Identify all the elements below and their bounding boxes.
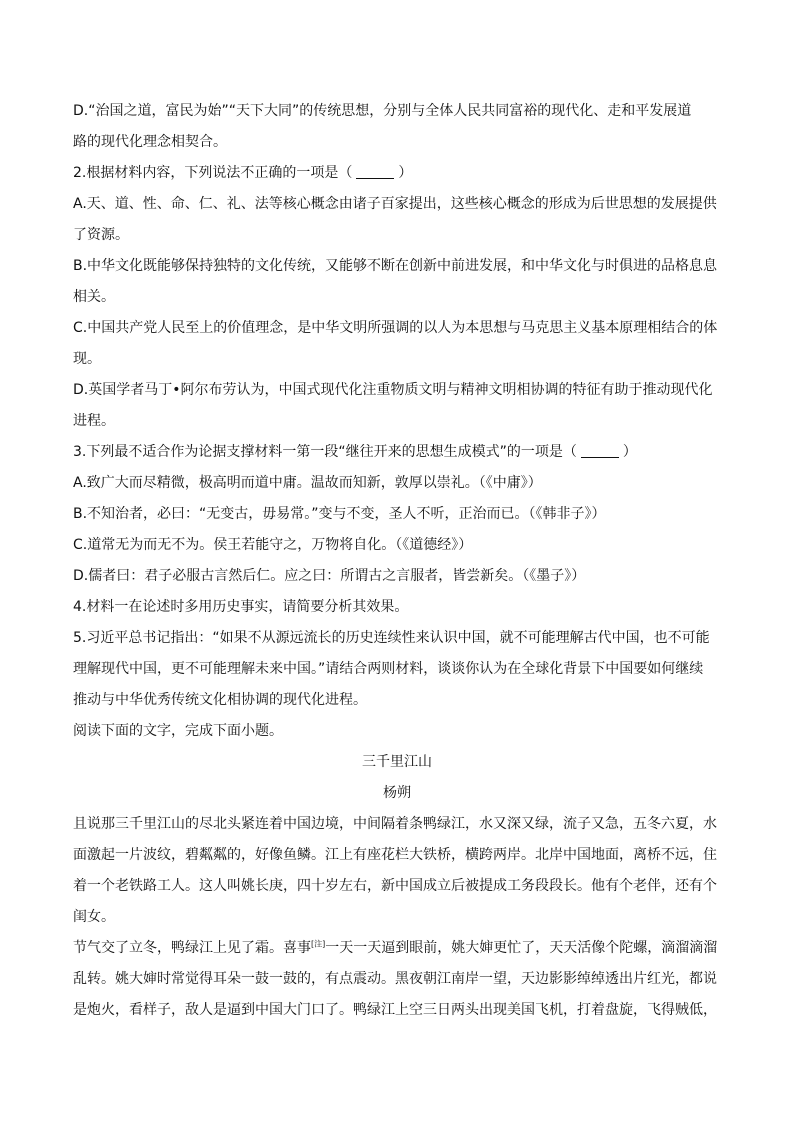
q2-stem (73, 158, 721, 189)
footnote-marker[interactable]: [注] (311, 939, 326, 949)
answer-blank[interactable] (581, 443, 619, 458)
q5-stem-line: 推动与中华优秀传统文化相协调的现代化进程。 (73, 692, 367, 708)
article-paragraph-line: 是炮火，看样子，敌人是逼到中国大门口了。鸭绿江上空三日两头出现美国飞机，打着盘旋，飞得贼低， (73, 1002, 717, 1018)
q2-option-line: 相关。 (73, 289, 115, 305)
article-paragraph-line: 且说那三千里江山的尽北头紧连着中国边境，中间隔着条鸭绿江，水又深又绿，流子又急，五冬六夏，水 (73, 816, 717, 832)
q5-stem-line: 理解现代中国，更不可能理解未来中国。”请结合两则材料，谈谈你认为在全球化背景下中国要如何继续 (73, 661, 704, 677)
q2-option-line: 进程。 (73, 413, 115, 429)
q2-option-line: B.中华文化既能够保持独特的文化传统，又能够不断在创新中前进发展，和中华文化与时俱进的品格息息 (73, 258, 718, 274)
article-paragraph-line: 着一个老铁路工人。这人叫姚长庚，四十岁左右，新中国成立后被提成工务段段长。他有个老伴，还有个 (73, 878, 717, 894)
q2-option-line: C.中国共产党人民至上的价值理念，是中华文明所强调的以人为本思想与马克思主义基本原理相结合的体 (73, 320, 718, 336)
q3-stem-close: ） (622, 444, 637, 460)
q3-stem-text: 3.下列最不适合作为论据支撑材料一第一段“继往开来的思想生成模式”的一项是（ (73, 444, 577, 460)
article-paragraph-line: 面激起一片波纹，碧粼粼的，好像鱼鳞。江上有座花栏大铁桥，横跨两岸。北岸中国地面，离桥不远，住 (73, 847, 717, 863)
q1-option-d-line: 路的现代化理念相契合。 (73, 134, 227, 150)
article-paragraph-line: 闺女。 (73, 909, 115, 925)
paragraph-text: 一天一天逼到眼前，姚大婶更忙了，天天活像个陀螺，滴溜滴溜 (325, 940, 718, 956)
q2-option-line: D.英国学者马丁•阿尔布劳认为，中国式现代化注重物质文明与精神文明相协调的特征有助于推动现代化 (73, 382, 713, 398)
q3-stem (73, 437, 721, 468)
q4-stem: 4.材料一在论述时多用历史事实，请简要分析其效果。 (73, 599, 409, 615)
q3-option-line: C.道常无为而无不为。侯王若能守之，万物将自化。（《道德经》） (73, 537, 473, 553)
q3-option-line: D.儒者曰：君子必服古言然后仁。应之曰：所谓古之言服者，皆尝新矣。（《墨子》） (73, 568, 586, 584)
q5-stem-line: 5.习近平总书记指出：“如果不从源远流长的历史连续性来认识中国，就不可能理解古代中国，也不可能 (73, 630, 710, 646)
q2-option-line: A.天、道、性、命、仁、礼、法等核心概念由诸子百家提出，这些核心概念的形成为后世思想的发展提供 (73, 196, 717, 212)
answer-blank[interactable] (356, 164, 394, 179)
q2-stem-close: ） (398, 165, 413, 181)
document-page (73, 96, 721, 1026)
article-paragraph-line: 乱转。姚大婶时常觉得耳朵一鼓一鼓的，有点震动。黑夜朝江南岸一望，天边影影绰绰透出片红光，都说 (73, 971, 717, 987)
q3-option-line: A.致广大而尽精微，极高明而道中庸。温故而知新，敦厚以崇礼。（《中庸》） (73, 475, 542, 491)
reading-instruction: 阅读下面的文字，完成下面小题。 (73, 723, 283, 739)
article-author: 杨朔 (383, 785, 411, 801)
q1-option-d-line: D.“治国之道，富民为始”“天下大同”的传统思想，分别与全体人民共同富裕的现代化、走和平发展道 (73, 103, 692, 119)
q2-option-line: 现。 (73, 351, 101, 367)
q2-option-line: 了资源。 (73, 227, 129, 243)
paragraph-text: 节气交了立冬，鸭绿江上见了霜。喜事 (73, 940, 311, 956)
q2-stem-text: 2.根据材料内容，下列说法不正确的一项是（ (73, 165, 353, 181)
article-title: 三千里江山 (362, 754, 432, 770)
q3-option-line: B.不知治者，必曰：“无变古，毋易常。”变与不变，圣人不听，正治而已。（《韩非子》） (73, 506, 606, 522)
article-paragraph-line (73, 933, 721, 964)
